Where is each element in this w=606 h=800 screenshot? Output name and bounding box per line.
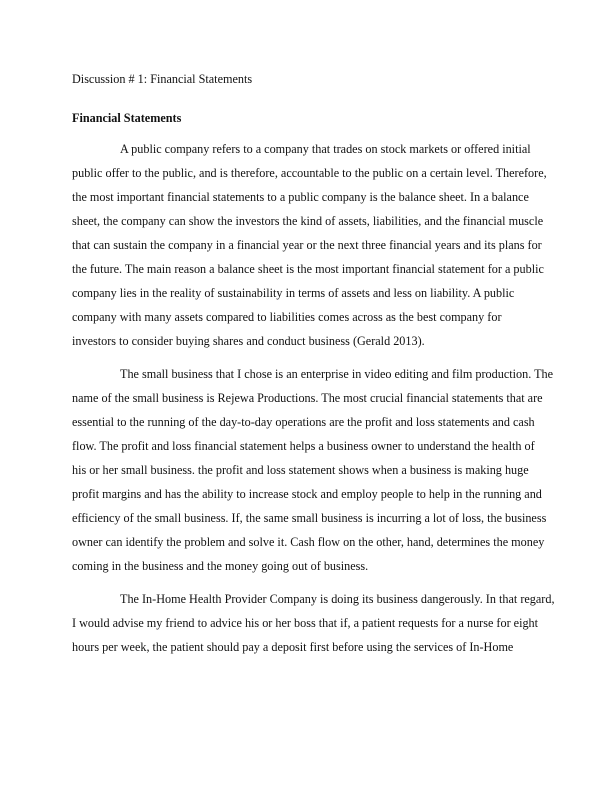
paragraph-1-line-8: company with many assets compared to liabilities comes across as the best company for xyxy=(72,310,502,324)
paragraph-1-line-7: company lies in the reality of sustainability in terms of assets and less on liability. A public xyxy=(72,286,515,300)
paragraph-3-line-1: The In-Home Health Provider Company is doing its business dangerously. In that regard, xyxy=(120,592,555,606)
paragraph-1-line-1: A public company refers to a company that trades on stock markets or offered initial xyxy=(120,142,531,156)
paragraph-1-line-9: investors to consider buying shares and conduct business (Gerald 2013). xyxy=(72,334,425,348)
paragraph-2-line-9: coming in the business and the money going out of business. xyxy=(72,559,369,573)
paragraph-1-line-3: the most important financial statements to a public company is the balance sheet. In a balance xyxy=(72,190,529,204)
paragraph-2-line-8: owner can identify the problem and solve it. Cash flow on the other, hand, determines the money xyxy=(72,535,545,549)
paragraph-2-line-1: The small business that I chose is an enterprise in video editing and film production. The xyxy=(120,367,554,381)
document-title: Discussion # 1: Financial Statements xyxy=(72,72,253,86)
paragraph-1-line-6: the future. The main reason a balance sheet is the most important financial statement for a public xyxy=(72,262,544,276)
paragraph-2-line-4: flow. The profit and loss financial statement helps a business owner to understand the health of xyxy=(72,439,535,453)
paragraph-2-line-3: essential to the running of the day-to-day operations are the profit and loss statements and cash xyxy=(72,415,535,429)
paragraph-2-line-5: his or her small business. the profit and loss statement shows when a business is making huge xyxy=(72,463,529,477)
paragraph-1-line-5: that can sustain the company in a financial year or the next three financial years and its plans for xyxy=(72,238,542,252)
paragraph-3-line-3: hours per week, the patient should pay a deposit first before using the services of In-Home xyxy=(72,640,514,654)
paragraph-1-line-4: sheet, the company can show the investors the kind of assets, liabilities, and the financial muscle xyxy=(72,214,544,228)
paragraph-2-line-6: profit margins and has the ability to increase stock and employ people to help in the running and xyxy=(72,487,542,501)
paragraph-3-line-2: I would advise my friend to advice his or her boss that if, a patient requests for a nurse for eight xyxy=(72,616,539,630)
paragraph-1-line-2: public offer to the public, and is therefore, accountable to the public on a certain level. Therefore, xyxy=(72,166,547,180)
section-heading: Financial Statements xyxy=(72,111,182,125)
paragraph-2-line-2: name of the small business is Rejewa Productions. The most crucial financial statements that are xyxy=(72,391,543,405)
paragraph-2-line-7: efficiency of the small business. If, the same small business is incurring a lot of loss, the business xyxy=(72,511,547,525)
